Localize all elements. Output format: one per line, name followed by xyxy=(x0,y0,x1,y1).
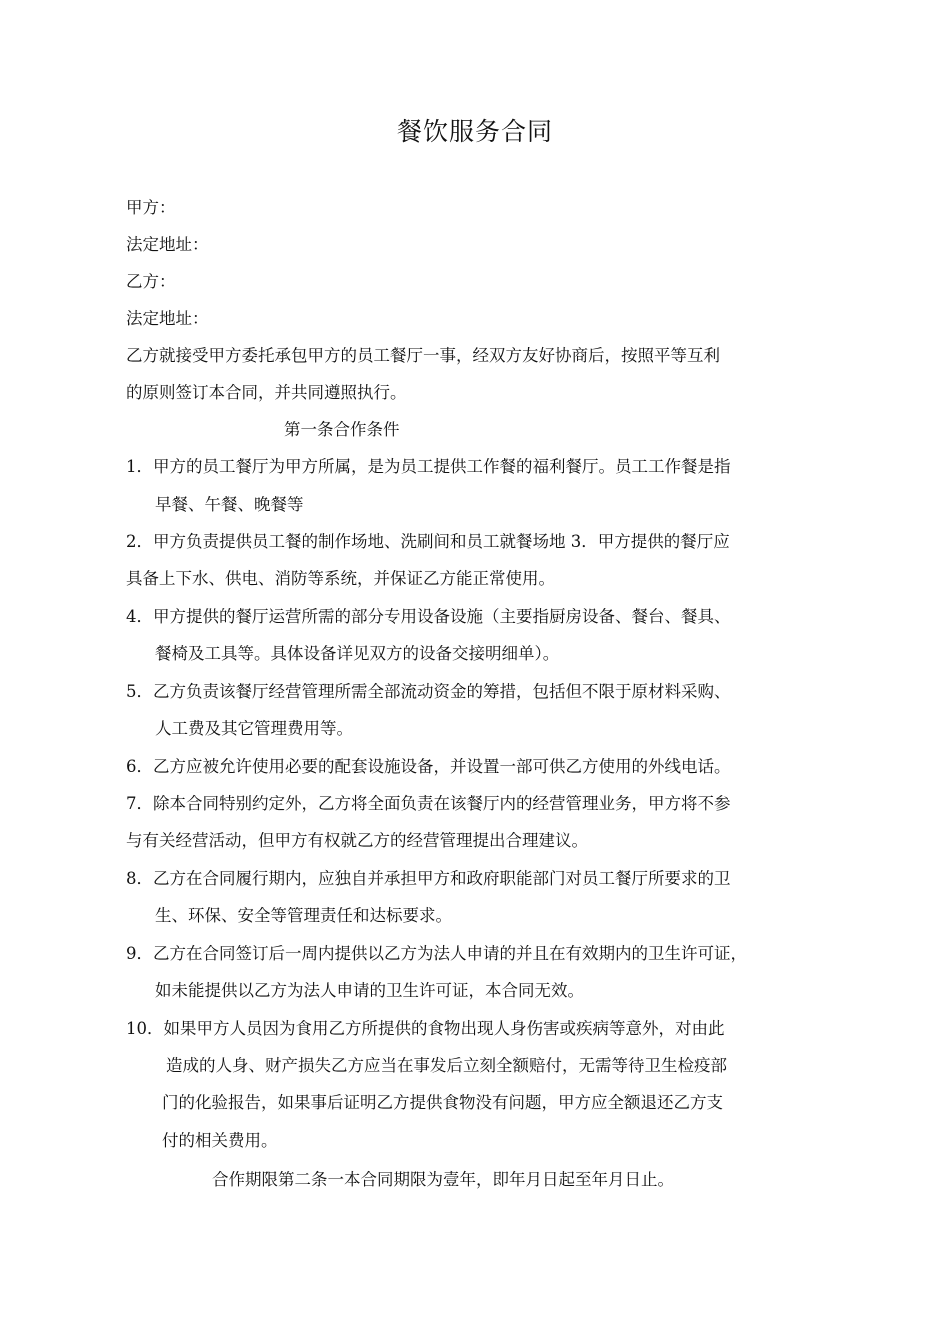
clause-line: 1．甲方的员工餐厅为甲方所属，是为员工提供工作餐的福利餐厅。员工工作餐是指 xyxy=(126,457,731,476)
intro-line: 的原则签订本合同，并共同遵照执行。 xyxy=(126,383,407,402)
party-a-label: 甲方： xyxy=(126,198,176,217)
party-b-address-label: 法定地址： xyxy=(126,309,209,328)
clause-line: 4．甲方提供的餐厅运营所需的部分专用设备设施（主要指厨房设备、餐台、餐具、 xyxy=(126,607,731,626)
clause-line: 9．乙方在合同签订后一周内提供以乙方为法人申请的并且在有效期内的卫生许可证， xyxy=(126,944,747,963)
section-heading: 第一条合作条件 xyxy=(284,420,400,439)
clause-line: 造成的人身、财产损失乙方应当在事发后立刻全额赔付，无需等待卫生检疫部 xyxy=(166,1056,727,1075)
clause-line: 6．乙方应被允许使用必要的配套设施设备，并设置一部可供乙方使用的外线电话。 xyxy=(126,757,731,776)
party-a-address-label: 法定地址： xyxy=(126,235,209,254)
clause-line: 10．如果甲方人员因为食用乙方所提供的食物出现人身伤害或疾病等意外，对由此 xyxy=(126,1019,725,1038)
clause-line: 7．除本合同特别约定外，乙方将全面负责在该餐厅内的经营管理业务，甲方将不参 xyxy=(126,794,731,813)
clause-line: 餐椅及工具等。具体设备详见双方的设备交接明细单）。 xyxy=(155,644,560,663)
clause-line: 5．乙方负责该餐厅经营管理所需全部流动资金的筹措，包括但不限于原材料采购、 xyxy=(126,682,731,701)
clause-line: 如未能提供以乙方为法人申请的卫生许可证，本合同无效。 xyxy=(155,981,584,1000)
clause-line: 与有关经营活动，但甲方有权就乙方的经营管理提出合理建议。 xyxy=(126,831,588,850)
clause-line: 门的化验报告，如果事后证明乙方提供食物没有问题，甲方应全额退还乙方支 xyxy=(162,1093,723,1112)
clause-line: 2．甲方负责提供员工餐的制作场地、洗刷间和员工就餐场地 3．甲方提供的餐厅应 xyxy=(126,532,730,551)
clause-line: 8．乙方在合同履行期内，应独自并承担甲方和政府职能部门对员工餐厅所要求的卫 xyxy=(126,869,731,888)
clause-line: 早餐、午餐、晚餐等 xyxy=(155,495,304,514)
clause-line: 人工费及其它管理费用等。 xyxy=(155,719,353,738)
clause-line: 生、环保、安全等管理责任和达标要求。 xyxy=(155,906,452,925)
party-b-label: 乙方： xyxy=(126,272,176,291)
intro-line: 乙方就接受甲方委托承包甲方的员工餐厅一事，经双方友好协商后，按照平等互利 xyxy=(126,346,720,365)
clause-line: 具备上下水、供电、消防等系统，并保证乙方能正常使用。 xyxy=(126,569,555,588)
clause-line: 付的相关费用。 xyxy=(162,1131,278,1150)
document-title: 餐饮服务合同 xyxy=(396,117,553,146)
term-line: 合作期限第二条一本合同期限为壹年，即年月日起至年月日止。 xyxy=(212,1170,674,1189)
